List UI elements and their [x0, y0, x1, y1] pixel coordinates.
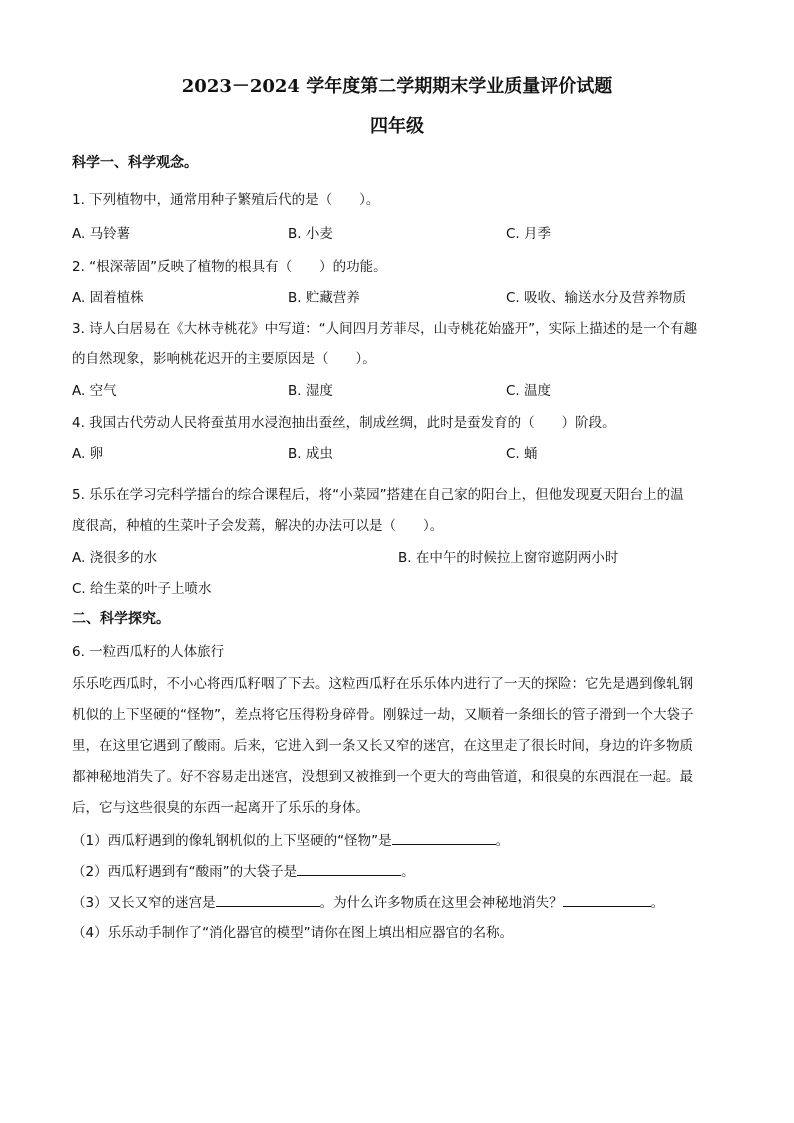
q6-sub1-answer-blank[interactable] — [392, 830, 496, 845]
q6-sub3 — [72, 891, 732, 911]
q4-option-c: C. 蛹 — [506, 446, 538, 462]
q6-sub3-question: 。为什么许多物质在这里会神秘地消失？ — [319, 895, 563, 911]
q3-option-b: B. 湿度 — [288, 383, 333, 399]
q6-sub1-text: （1）西瓜籽遇到的像轧钢机似的上下坚硬的“怪物”是 — [72, 833, 392, 849]
q6-passage-line: 乐乐吃西瓜时，不小心将西瓜籽咽了下去。这粒西瓜籽在乐乐体内进行了一天的探险：它先是遇到像轧钢 — [72, 676, 693, 692]
q6-passage-line: 后，它与这些很臭的东西一起离开了乐乐的身体。 — [72, 800, 369, 816]
q3-stem-line2: 的自然现象，影响桃花迟开的主要原因是（ ）。 — [72, 351, 376, 367]
q6-sub1-end: 。 — [495, 833, 510, 849]
q2-stem: 2. “根深蒂固”反映了植物的根具有（ ）的功能。 — [72, 259, 387, 275]
q4-stem: 4. 我国古代劳动人民将蚕茧用水浸泡抽出蚕丝，制成丝绸，此时是蚕发育的（ ）阶段。 — [72, 415, 616, 431]
q2-option-b: B. 贮藏营养 — [288, 290, 360, 306]
q6-sub2-text: （2）西瓜籽遇到有“酸雨”的大袋子是 — [72, 864, 298, 880]
q2-option-c: C. 吸收、输送水分及营养物质 — [506, 290, 687, 306]
q6-sub2 — [72, 860, 732, 880]
q5-stem-line2: 度很高，种植的生菜叶子会发蔫，解决的办法可以是（ ）。 — [72, 518, 444, 534]
q6-sub3-end: 。 — [650, 895, 665, 911]
q6-sub2-answer-blank[interactable] — [297, 861, 401, 876]
q3-option-a: A. 空气 — [72, 383, 117, 399]
q1-option-c: C. 月季 — [506, 226, 552, 242]
q6-sub3-answer-blank-2[interactable] — [563, 892, 651, 907]
q6-title: 6. 一粒西瓜籽的人体旅行 — [72, 644, 225, 660]
q6-sub3-answer-blank-1[interactable] — [216, 892, 320, 907]
q5-option-a: A. 浇很多的水 — [72, 550, 158, 566]
q6-sub4: （4）乐乐动手制作了“消化器官的模型”请你在图上填出相应器官的名称。 — [72, 925, 514, 941]
q1-stem: 1. 下列植物中，通常用种子繁殖后代的是（ ）。 — [72, 192, 380, 208]
q5-stem-line1: 5. 乐乐在学习完科学擂台的综合课程后，将“小菜园”搭建在自己家的阳台上，但他发现夏天阳台上的温 — [72, 487, 684, 503]
q6-sub3-text: （3）又长又窄的迷宫是 — [72, 895, 216, 911]
q5-option-c: C. 给生菜的叶子上喷水 — [72, 581, 212, 597]
q4-option-b: B. 成虫 — [288, 446, 333, 462]
q6-passage-line: 都神秘地消失了。好不容易走出迷宫，没想到又被推到一个更大的弯曲管道，和很臭的东西混在一起。最 — [72, 769, 693, 785]
q3-stem-line1: 3. 诗人白居易在《大林寺桃花》中写道：“人间四月芳菲尽，山寺桃花始盛开”，实际上描述的是一个有趣 — [72, 321, 698, 337]
q6-passage-line: 机似的上下坚硬的“怪物”，差点将它压得粉身碎骨。刚躲过一劫，又顺着一条细长的管子滑到一个大袋子 — [72, 707, 694, 723]
section1-heading: 科学一、科学观念。 — [72, 155, 198, 171]
q2-option-a: A. 固着植株 — [72, 290, 144, 306]
q6-sub2-end: 。 — [401, 864, 415, 880]
exam-title: 2023－2024 学年度第二学期期末学业质量评价试题 — [181, 76, 613, 97]
q5-option-b: B. 在中午的时候拉上窗帘遮阴两小时 — [398, 550, 619, 566]
q1-option-b: B. 小麦 — [288, 226, 333, 242]
q6-sub1 — [72, 829, 732, 849]
grade-title: 四年级 — [370, 116, 424, 137]
q4-option-a: A. 卵 — [72, 446, 104, 462]
q3-option-c: C. 温度 — [506, 383, 552, 399]
q6-passage-line: 里，在这里它遇到了酸雨。后来，它进入到一条又长又窄的迷宫，在这里走了很长时间，身边的许多物质 — [72, 738, 693, 754]
q1-option-a: A. 马铃薯 — [72, 226, 131, 242]
section2-heading: 二、科学探究。 — [72, 611, 170, 627]
